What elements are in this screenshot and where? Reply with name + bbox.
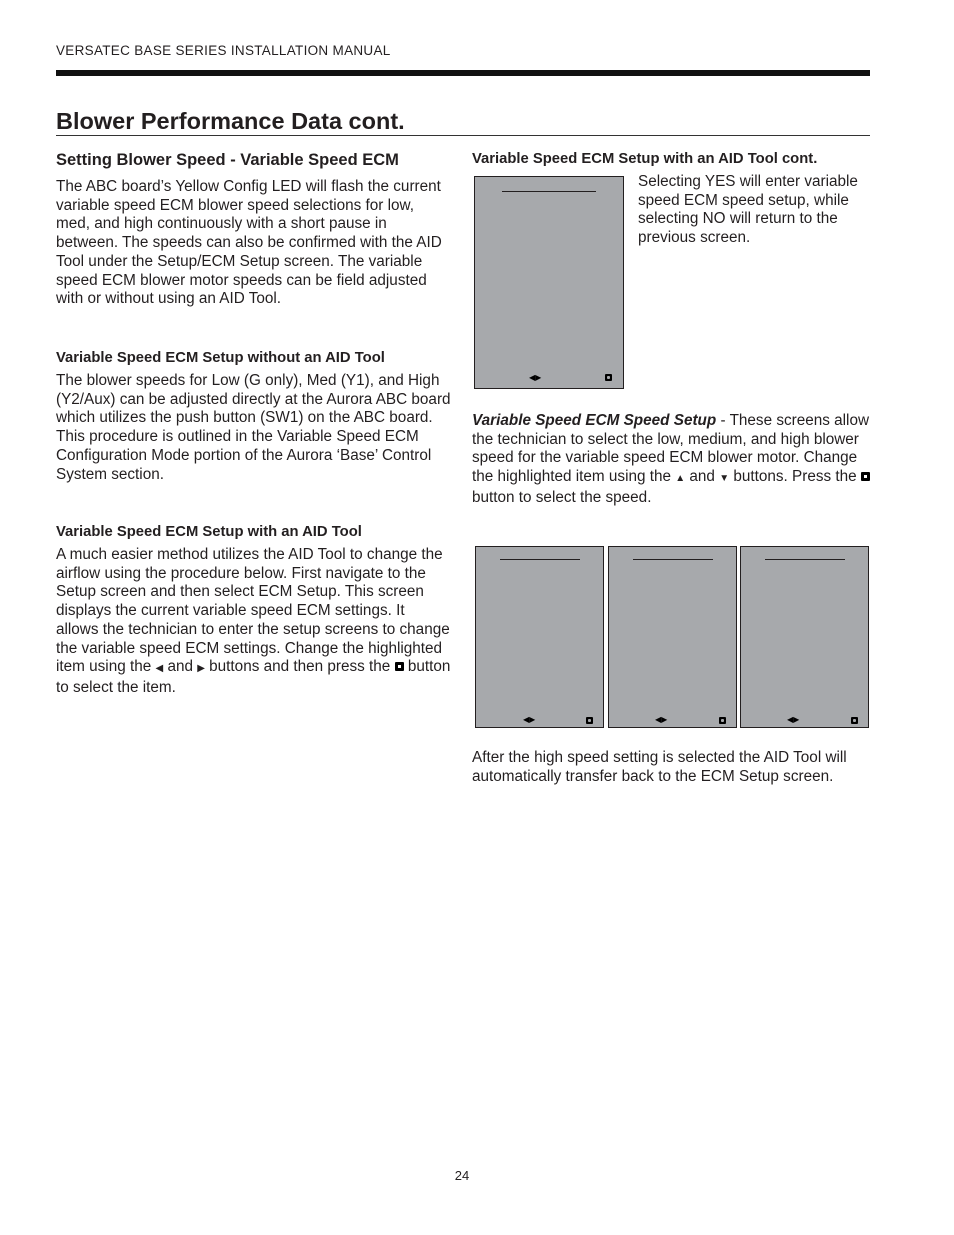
after-high-speed-paragraph: After the high speed setting is selected the AID Tool will automatically transfer back to the ECM Setup screen. [472, 749, 847, 785]
select-button-icon [586, 717, 593, 724]
speed-setup-paragraph [472, 412, 870, 508]
nav-arrows-icon: ◀▶ [787, 715, 800, 724]
without-aid-tool-paragraph: The blower speeds for Low (G only), Med (Y1), and High (Y2/Aux) can be adjusted directly at the Aurora ABC board which utilizes the push button (SW1) on the ABC board. This procedure is outlined in the Variable Speed ECM Configuration Mode portion of the Aurora ‘Base’ Control System section. [56, 372, 451, 483]
with-aid-tool-paragraph [56, 546, 451, 698]
manual-header-title: VERSATEC BASE SERIES INSTALLATION MANUAL [56, 43, 391, 58]
intro-paragraph: The ABC board’s Yellow Config LED will flash the current variable speed ECM blower speed selections for low, med, and high continuously with a short pause in between. The speeds can also be confirmed with the AID Tool under the Setup/ECM Setup screen. The variable speed ECM blower motor speeds can be field adjusted with or without using an AID Tool. [56, 178, 442, 308]
nav-arrows-icon: ◀▶ [523, 715, 536, 724]
screen-title-underline [502, 191, 596, 192]
aid-tool-screen-ecm-setup [474, 176, 624, 389]
left-arrow-glyph-icon: ◀ [155, 663, 164, 675]
select-button-icon [851, 717, 858, 724]
speed-setup-text-2: buttons. Press the [733, 468, 857, 486]
with-aid-text-2: buttons and then press the [209, 658, 391, 676]
heading-setup-with-aid-tool: Variable Speed ECM Setup with an AID Tool [56, 524, 362, 540]
aid-tool-screen-high-speed [740, 546, 869, 728]
section-heading-setting-blower-speed: Setting Blower Speed - Variable Speed ECM [56, 151, 399, 169]
nav-arrows-icon: ◀▶ [655, 715, 668, 724]
speed-setup-text-1: - These screens allow the technician to select the low, medium, and high blower speed for the variable speed ECM blower motor. Change the highlighted item using the [472, 412, 870, 486]
heading-setup-with-aid-tool-cont: Variable Speed ECM Setup with an AID Tool cont. [472, 151, 818, 167]
aid-tool-screen-low-speed [475, 546, 604, 728]
heading-setup-without-aid-tool: Variable Speed ECM Setup without an AID Tool [56, 350, 385, 366]
with-aid-text-3: button to select the item. [56, 658, 451, 696]
screen-title-underline [765, 559, 845, 560]
with-aid-text-1: A much easier method utilizes the AID Tool to change the airflow using the procedure below. First navigate to the Setup screen and then select ECM Setup. This screen displays the current variable speed ECM settings. It allows the technician to enter the setup screens to change the variable speed ECM settings. Change the highlighted item using the [56, 546, 450, 676]
page-number: 24 [454, 1168, 470, 1183]
down-arrow-glyph-icon: ▼ [719, 473, 730, 485]
header-rule [56, 70, 870, 76]
screen-title-underline [500, 559, 580, 560]
cont-paragraph: Selecting YES will enter variable speed ECM speed setup, while selecting NO will return to the previous screen. [638, 173, 858, 247]
select-button-icon [605, 374, 612, 381]
screen-title-underline [633, 559, 713, 560]
up-arrow-glyph-icon: ▲ [675, 473, 686, 485]
speed-setup-and: and [689, 468, 715, 486]
page-title: Blower Performance Data cont. [56, 108, 405, 134]
speed-setup-label: Variable Speed ECM Speed Setup [472, 412, 717, 429]
right-arrow-glyph-icon: ▶ [197, 663, 205, 675]
select-button-icon [719, 717, 726, 724]
nav-arrows-icon: ◀▶ [529, 373, 542, 382]
aid-tool-screen-med-speed [608, 546, 737, 728]
with-aid-and: and [167, 658, 193, 676]
title-underline [56, 135, 870, 136]
select-button-icon [861, 472, 870, 481]
select-button-icon [395, 662, 404, 671]
speed-setup-text-3: button to select the speed. [472, 488, 652, 506]
